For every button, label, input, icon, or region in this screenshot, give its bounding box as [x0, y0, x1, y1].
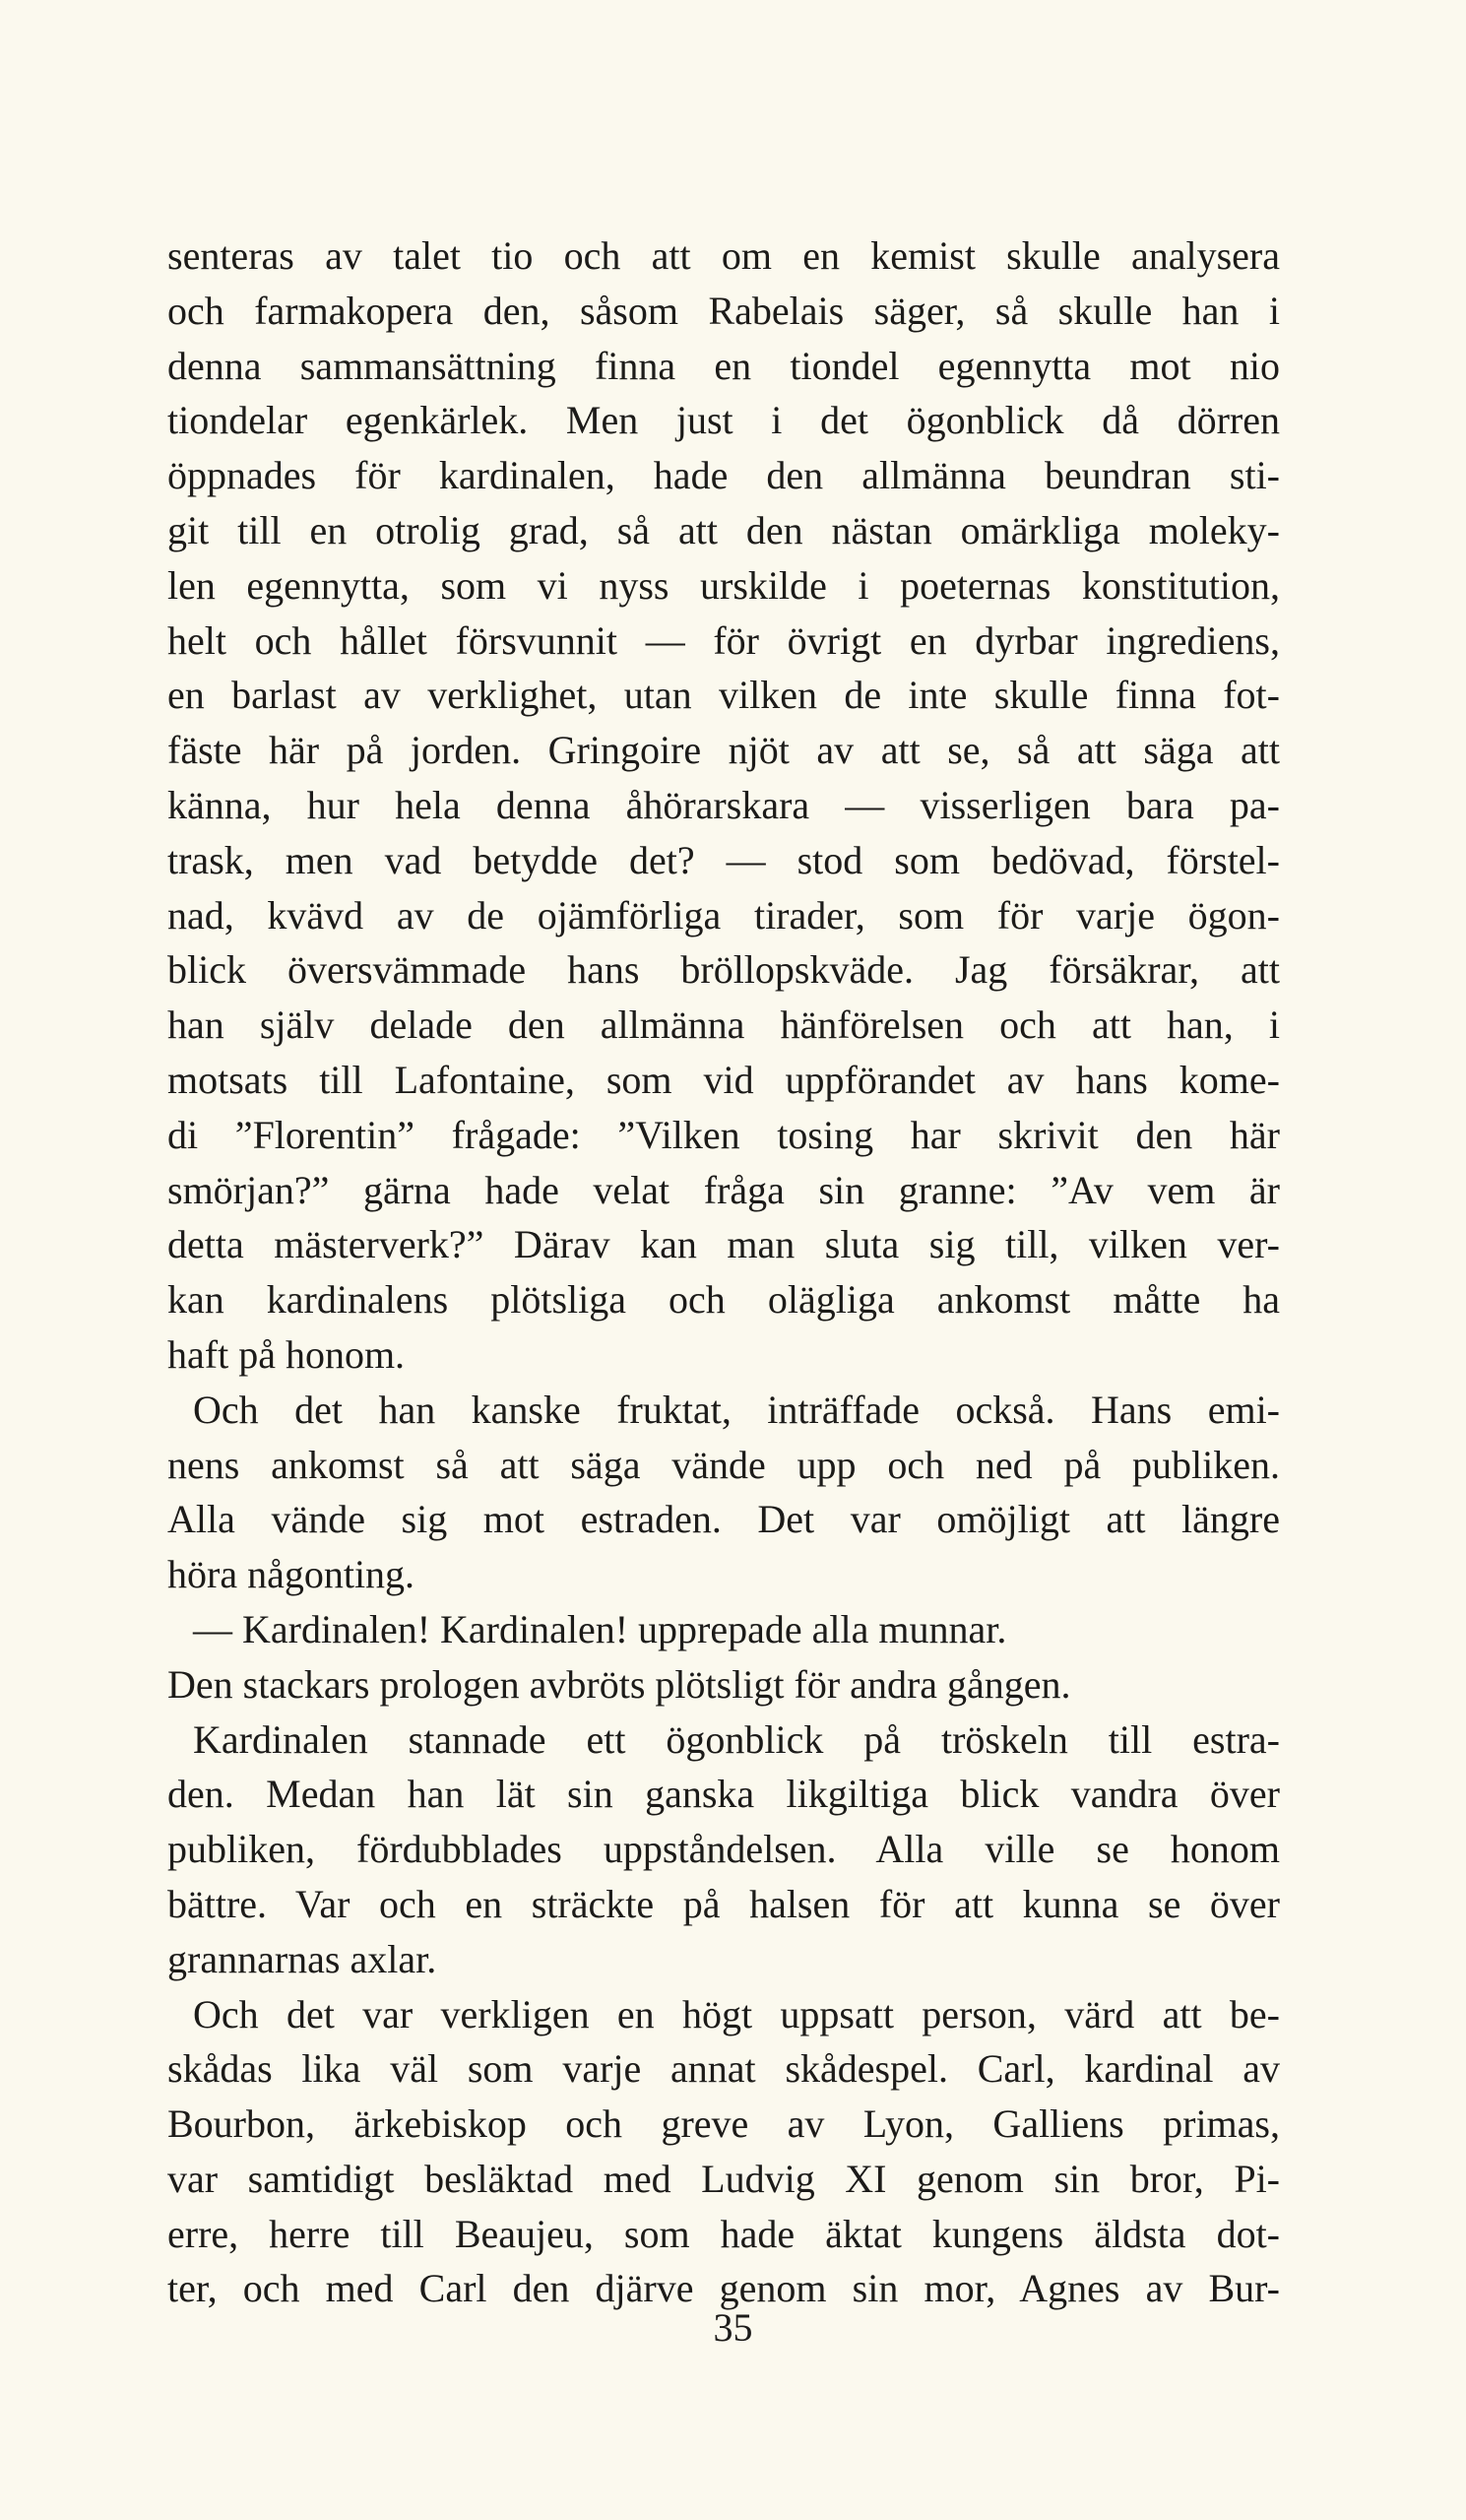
- text-line: Bourbon, ärkebiskop och greve av Lyon, Galliens primas,: [167, 2101, 1280, 2147]
- text-line: motsats till Lafontaine, som vid uppförandet av hans kome-: [167, 1057, 1280, 1102]
- page-number: 35: [713, 2305, 753, 2350]
- text-line: höra någonting.: [167, 1552, 415, 1597]
- text-line: git till en otrolig grad, så att den nästan omärkliga moleky-: [167, 507, 1280, 552]
- text-line: en barlast av verklighet, utan vilken de inte skulle finna fot-: [167, 673, 1280, 718]
- text-line: Och det var verkligen en högt uppsatt person, värd att be-: [193, 1991, 1280, 2036]
- text-line: senteras av talet tio och att om en kemist skulle analysera: [167, 233, 1280, 278]
- text-line: Och det han kanske fruktat, inträffade också. Hans emi-: [193, 1387, 1280, 1432]
- text-line: kan kardinalens plötsliga och olägliga ankomst måtte ha: [167, 1277, 1280, 1323]
- text-line: trask, men vad betydde det? — stod som bedövad, förstel-: [167, 837, 1280, 882]
- text-line: blick översvämmade hans bröllopskväde. Jag försäkrar, att: [167, 947, 1280, 993]
- text-line: nad, kvävd av de ojämförliga tirader, som för varje ögon-: [167, 892, 1280, 937]
- text-line: var samtidigt besläktad med Ludvig XI genom sin bror, Pi-: [167, 2156, 1280, 2201]
- text-line: denna sammansättning finna en tiondel egennytta mot nio: [167, 343, 1280, 388]
- text-line: fäste här på jorden. Gringoire njöt av att se, så att säga att: [167, 728, 1280, 773]
- text-line: haft på honom.: [167, 1331, 406, 1377]
- text-line: bättre. Var och en sträckte på halsen för att kunna se över: [167, 1881, 1280, 1926]
- text-line: känna, hur hela denna åhörarskara — visserligen bara pa-: [167, 782, 1280, 827]
- text-line: erre, herre till Beaujeu, som hade äktat kungens äldsta dot-: [167, 2211, 1280, 2256]
- text-line: len egennytta, som vi nyss urskilde i poeternas konstitution,: [167, 562, 1280, 608]
- text-line: helt och hållet försvunnit — för övrigt en dyrbar ingrediens,: [167, 617, 1280, 663]
- text-line: Den stackars prologen avbröts plötsligt för andra gången.: [167, 1661, 1071, 1707]
- body-text: [167, 228, 1280, 2316]
- text-line: grannarnas axlar.: [167, 1936, 437, 1981]
- text-line: ter, och med Carl den djärve genom sin mor, Agnes av Bur-: [167, 2266, 1280, 2311]
- text-line: detta mästerverk?” Därav kan man sluta sig till, vilken ver-: [167, 1222, 1280, 1267]
- text-line: di ”Florentin” frågade: ”Vilken tosing har skrivit den här: [167, 1112, 1280, 1157]
- text-line: — Kardinalen! Kardinalen! upprepade alla munnar.: [193, 1606, 1007, 1651]
- text-line: den. Medan han lät sin ganska likgiltiga blick vandra över: [167, 1772, 1280, 1817]
- text-line: Kardinalen stannade ett ögonblick på tröskeln till estra-: [193, 1716, 1280, 1762]
- text-line: smörjan?” gärna hade velat fråga sin granne: ”Av vem är: [167, 1167, 1280, 1212]
- text-line: skådas lika väl som varje annat skådespel. Carl, kardinal av: [167, 2046, 1280, 2092]
- text-line: öppnades för kardinalen, hade den allmänna beundran sti-: [167, 453, 1280, 498]
- text-line: tiondelar egenkärlek. Men just i det ögonblick då dörren: [167, 398, 1280, 443]
- text-line: och farmakopera den, såsom Rabelais säger, så skulle han i: [167, 288, 1280, 333]
- text-line: han själv delade den allmänna hänförelsen och att han, i: [167, 1002, 1280, 1048]
- text-line: publiken, fördubblades uppståndelsen. Alla ville se honom: [167, 1827, 1280, 1872]
- text-line: nens ankomst så att säga vände upp och ned på publiken.: [167, 1442, 1280, 1487]
- text-line: Alla vände sig mot estraden. Det var omöjligt att längre: [167, 1497, 1280, 1542]
